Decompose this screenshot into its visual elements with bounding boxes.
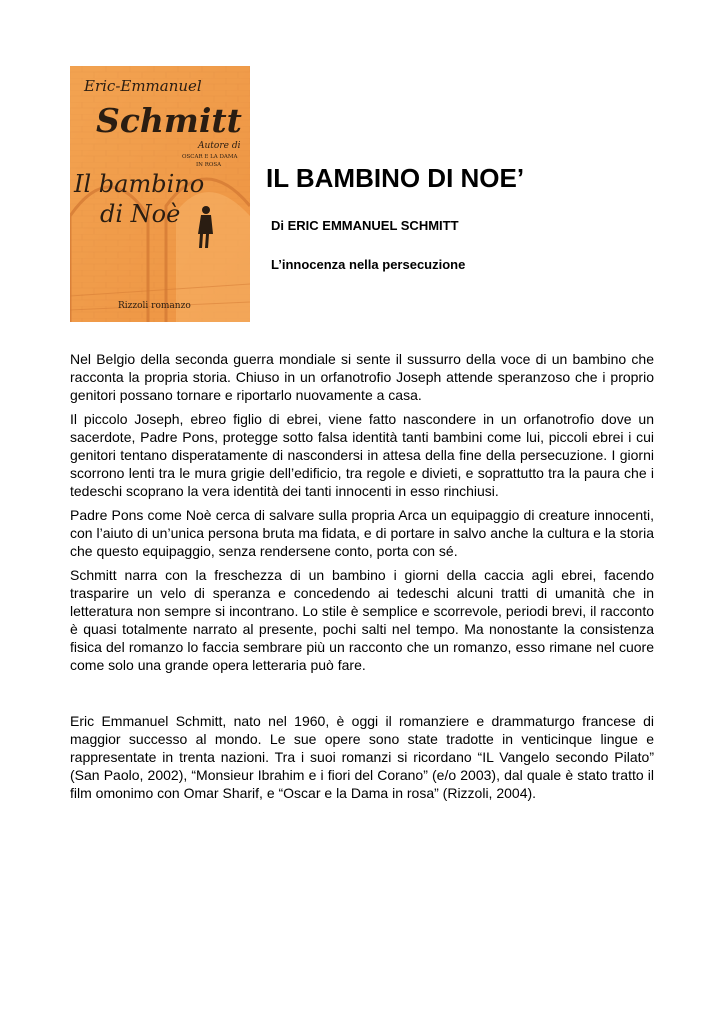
review-paragraph: Schmitt narra con la freschezza di un bambino i giorni della caccia agli ebrei, facendo trasparire un velo di speranza e concedendo ai tedeschi alcuni tratti di umanità che in letteratura non sempre si incontrano. Lo stile è semplice e scorrevole, periodi brevi, il racconto è quasi totalmente narrato al presente, pochi salti nel tempo. Ma nonostante la consistenza fisica del romanzo lo faccia sembrare più un racconto che un romanzo, esso rimane nel cuore come solo una grande opera letteraria può fare. bbox=[70, 567, 654, 673]
book-cover-image bbox=[70, 66, 250, 322]
cover-title-line-1: Il bambino bbox=[74, 170, 205, 198]
review-paragraph: Padre Pons come Noè cerca di salvare sulla propria Arca un equipaggio di creature innocenti, con l’aiuto di un’unica persona bruta ma fidata, e di portare in salvo anche la cultura e la storia che questo equipaggio, senza rendersene conto, porta con sé. bbox=[70, 507, 654, 559]
cover-tagline-2: OSCAR E LA DAMA bbox=[182, 154, 238, 160]
book-title: IL BAMBINO DI NOE’ bbox=[266, 163, 525, 193]
review-body bbox=[70, 350, 654, 680]
review-subtitle: L’innocenza nella persecuzione bbox=[271, 257, 466, 272]
author-line: Di ERIC EMMANUEL SCHMITT bbox=[271, 218, 459, 233]
cover-tagline-1: Autore di bbox=[198, 141, 241, 151]
cover-title-line-2: di Noè bbox=[100, 200, 181, 228]
review-paragraph: Nel Belgio della seconda guerra mondiale si sente il sussurro della voce di un bambino che racconta la propria storia. Chiuso in un orfanotrofio Joseph attende speranzoso che i proprio genitori possano tornare e riportarlo nuovamente a casa. bbox=[70, 351, 654, 403]
cover-author-line-2: Schmitt bbox=[96, 101, 242, 140]
cover-publisher: Rizzoli romanzo bbox=[118, 301, 191, 311]
cover-tagline-3: IN ROSA bbox=[196, 162, 222, 168]
author-bio bbox=[70, 712, 654, 808]
cover-author-line-1: Eric-Emmanuel bbox=[84, 77, 202, 95]
bio-paragraph: Eric Emmanuel Schmitt, nato nel 1960, è oggi il romanziere e drammaturgo francese di maggior successo al mondo. Le sue opere sono state tradotte in venticinque lingue e rappresentate in trenta nazioni. Tra i suoi romanzi si ricordano “IL Vangelo secondo Pilato” (San Paolo, 2002), “Monsieur Ibrahim e i fiori del Corano” (e/o 2003), dal quale è stato tratto il film omonimo con Omar Sharif, e “Oscar e la Dama in rosa” (Rizzoli, 2004). bbox=[70, 713, 654, 801]
review-paragraph: Il piccolo Joseph, ebreo figlio di ebrei, viene fatto nascondere in un orfanotrofio dove un sacerdote, Padre Pons, protegge sotto falsa identità tanti bambini come lui, piccoli ebrei i cui genitori tentano disperatamente di nascondersi in attesa della fine della persecuzione. I giorni scorrono lenti tra le mura grigie dell’edificio, tra regole e divieti, e soprattutto tra la paura che i tedeschi scoprano la vera identità dei tanti innocenti in esso rinchiusi. bbox=[70, 411, 654, 499]
